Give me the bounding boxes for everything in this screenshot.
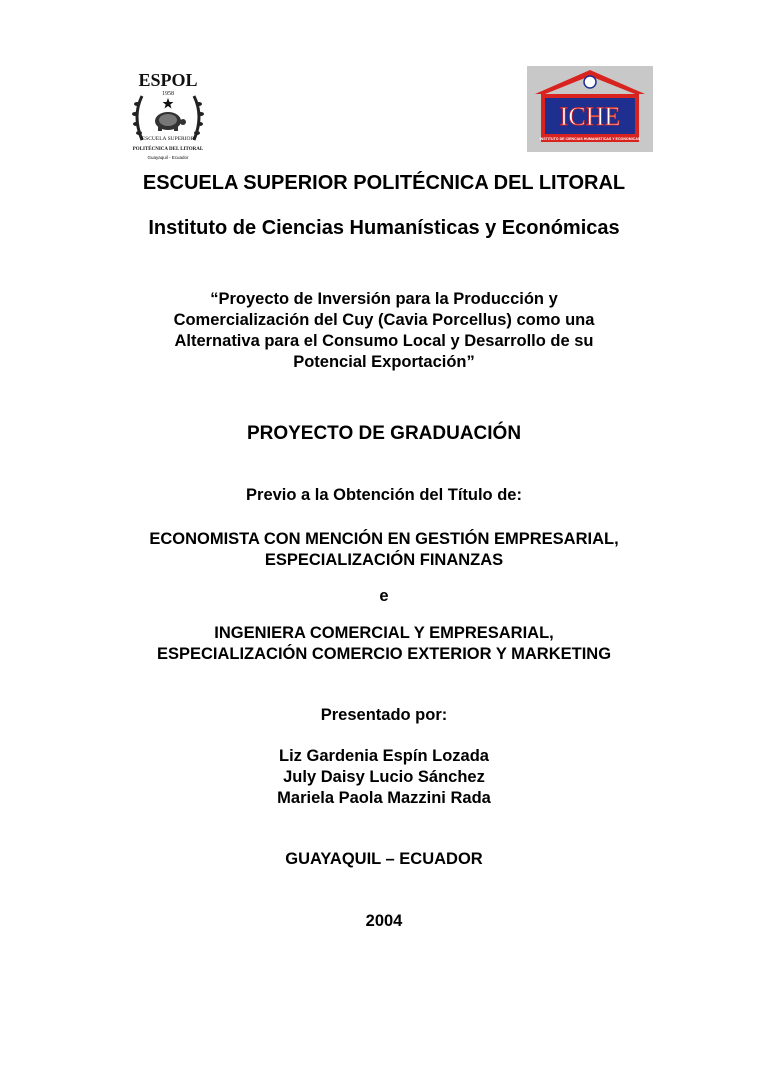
degree-2-line: ESPECIALIZACIÓN COMERCIO EXTERIOR Y MARKETING (156, 645, 612, 663)
iche-logo-caption: INSTITUTO DE CIENCIAS HUMANISTICAS Y ECONOMICAS (539, 137, 641, 141)
degree-1 (0, 529, 768, 571)
degree-2 (0, 623, 768, 665)
espol-logo-location: Guayaquil - Ecuador (147, 155, 189, 160)
previous-title-label: Previo a la Obtención del Título de: (246, 486, 522, 504)
espol-logo-caption: POLITÉCNICA DEL LITORAL (132, 147, 204, 152)
author-name: Mariela Paola Mazzini Rada (277, 789, 491, 807)
city-country: GUAYAQUIL – ECUADOR (285, 850, 483, 868)
espol-logo-year: 1958 (162, 91, 174, 97)
presented-by-label: Presentado por: (320, 706, 448, 724)
project-title-line: “Proyecto de Inversión para la Producción y (210, 290, 558, 308)
project-title-line: Potencial Exportación” (293, 353, 475, 371)
espol-logo (128, 66, 208, 166)
iche-logo-name: ICHE (559, 102, 621, 131)
author-name: July Daisy Lucio Sánchez (283, 768, 485, 786)
institute-title: Instituto de Ciencias Humanísticas y Económicas (148, 217, 620, 239)
espol-logo-motto: ESCUELA SUPERIOR (141, 136, 195, 142)
project-title (0, 289, 768, 373)
authors-list (0, 746, 768, 809)
project-title-line: Alternativa para el Consumo Local y Desarrollo de su (174, 332, 594, 350)
author-name: Liz Gardenia Espín Lozada (279, 747, 489, 765)
year: 2004 (365, 912, 403, 930)
iche-logo (527, 66, 653, 152)
conjunction: e (379, 587, 389, 605)
espol-logo-name: ESPOL (138, 70, 198, 90)
degree-2-line: INGENIERA COMERCIAL Y EMPRESARIAL, (214, 624, 554, 642)
degree-1-line: ECONOMISTA CON MENCIÓN EN GESTIÓN EMPRESARIAL, (149, 530, 619, 548)
degree-1-line: ESPECIALIZACIÓN FINANZAS (264, 551, 504, 569)
document-type: PROYECTO DE GRADUACIÓN (246, 423, 522, 444)
project-title-line: Comercialización del Cuy (Cavia Porcellus) como una (173, 311, 595, 329)
institution-title: ESCUELA SUPERIOR POLITÉCNICA DEL LITORAL (142, 172, 626, 194)
